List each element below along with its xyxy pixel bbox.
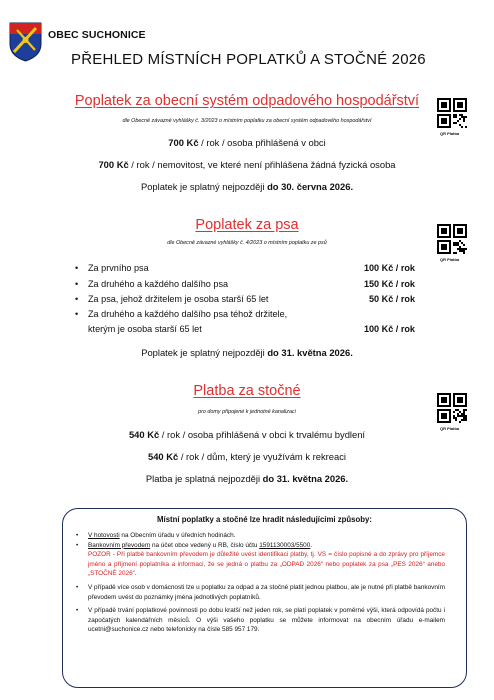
sewage-section-title: Platba za stočné	[193, 383, 301, 399]
cash-payment-text: na Obecním úřadu v úředních hodinách.	[119, 532, 236, 539]
payment-methods-list	[73, 531, 445, 639]
dog-fee-item-text: Za druhého a každého dalšího psa	[88, 279, 229, 289]
bank-transfer-text: na účet obce vedený u RB, číslo účtu	[150, 541, 260, 549]
list-item	[73, 606, 445, 635]
dog-section-title: Poplatek za psa	[195, 217, 299, 233]
sewage-qr-code-icon[interactable]	[437, 393, 467, 423]
list-item	[73, 531, 445, 541]
dog-fee-item-text: Za druhého a každého dalšího psa téhož držitele, kterým je osoba starší 65 let	[88, 309, 288, 334]
waste-fee-property-text: / rok / nemovitost, ve které není přihlášena žádná fyzická osoba	[128, 159, 396, 170]
dog-fee-item-price: 150 Kč / rok	[363, 279, 415, 289]
sewage-due-deadline: do 31. května 2026.	[262, 473, 349, 484]
waste-qr-code-icon[interactable]	[437, 98, 467, 128]
document-title: PŘEHLED MÍSTNÍCH POPLATKŮ A STOČNÉ 2026	[71, 51, 426, 68]
bullet: •	[75, 263, 79, 273]
bullet: •	[75, 294, 79, 304]
waste-fee-person-amount: 700 Kč	[168, 137, 199, 148]
sewage-note: pro domy připojené k jednotné kanalizaci	[198, 409, 296, 415]
dog-fee-item-price: 100 Kč / rok	[363, 263, 415, 273]
waste-section-title: Poplatek za obecní systém odpadového hospodářství	[74, 93, 420, 109]
payment-warning: POZOR - Při platbě bankovním převodem je důležité uvést identifikaci platby, tj. VS = číslo popisné a do zprávy pro příjemce jméno a příjmení poplatníka a informaci, že se jedná o platbu za „ODPAD 2026“ nebo poplatek za psa „PES 2026“ anebo „STOČNÉ 2026“.	[88, 551, 445, 578]
sewage-fee-person-text: / rok / osoba přihlášená v obci k trvalému bydlení	[159, 429, 366, 440]
bullet: •	[75, 279, 79, 289]
sewage-fee-house-amount: 540 Kč	[148, 451, 179, 462]
payment-methods-box	[62, 508, 467, 688]
waste-qr-label: QR Platba	[440, 131, 460, 136]
dog-fee-item-price: 100 Kč / rok	[363, 324, 415, 334]
town-name: OBEC SUCHONICE	[48, 29, 146, 41]
bullet: •	[76, 541, 79, 549]
dog-qr-code-icon[interactable]	[437, 224, 467, 254]
cash-payment-label: V hotovosti	[88, 532, 120, 539]
waste-due-date	[0, 181, 494, 192]
waste-legal-note: dle Obecně závazné vyhlášky č. 3/2023 o místním poplatku za obecní systém odpadového hospodářství	[122, 118, 372, 124]
dog-fee-item	[75, 307, 415, 337]
payment-methods-title: Místní poplatky a stočné lze hradit následujícími způsoby:	[157, 515, 372, 524]
bank-transfer-end: .	[310, 541, 313, 549]
bank-transfer-label: Bankovním převodem	[88, 541, 151, 549]
sewage-fee-house	[0, 451, 494, 462]
dog-fee-item-price: 50 Kč / rok	[369, 294, 415, 304]
dog-legal-note: dle Obecně závazné vyhlášky č. 4/2023 o místním poplatku ze psů	[167, 240, 327, 246]
household-payment-text: V případě více osob v domácnosti lze u poplatku za odpad a za stočné platit jednou platbou, ale je nutné při platbě bankovním převodem uvést do poznámky jména jednotlivých poplatníků.	[88, 583, 445, 601]
waste-fee-person	[0, 137, 494, 148]
sewage-fee-person-amount: 540 Kč	[128, 429, 160, 440]
sewage-qr-label: QR Platba	[440, 426, 460, 431]
bullet: •	[76, 583, 79, 591]
bullet: •	[75, 309, 79, 319]
partial-year-text: V případě trvání poplatkové povinnosti po dobu kratší než jeden rok, se platí poplatek v poměrné výši, která odpovídá počtu i započatých kalendářních měsíců. O výši vašeho poplatku se můžete informovat na obecním úřadu e-mailem ucetni@suchonice.cz nebo telefonicky na čísle 585 957 179.	[88, 607, 445, 634]
dog-due-prefix: Poplatek je splatný nejpozději	[141, 347, 268, 358]
bullet: •	[76, 607, 79, 615]
waste-due-deadline: do 30. června 2026.	[267, 181, 354, 192]
list-item	[73, 583, 445, 602]
waste-fee-person-text: / rok / osoba přihlášená v obci	[198, 137, 326, 148]
dog-fee-item-text: Za psa, jehož držitelem je osoba starší 65 let	[88, 294, 269, 304]
dog-due-date	[0, 347, 494, 358]
dog-fee-item-text: Za prvního psa	[88, 263, 149, 273]
list-item	[73, 541, 445, 551]
sewage-due-date	[0, 473, 494, 484]
waste-due-prefix: Poplatek je splatný nejpozději	[140, 181, 268, 192]
sewage-due-prefix: Platba je splatná nejpozději	[145, 473, 263, 484]
bullet: •	[76, 532, 79, 539]
sewage-fee-house-text: / rok / dům, který je využívám k rekreaci	[178, 451, 346, 462]
dog-due-deadline: do 31. května 2026.	[267, 347, 353, 358]
dog-qr-label: QR Platba	[440, 257, 460, 262]
waste-fee-property-amount: 700 Kč	[98, 159, 129, 170]
sewage-fee-person	[0, 429, 494, 440]
waste-fee-property	[0, 159, 494, 170]
bank-account-number: 1591130003/5500	[259, 541, 311, 549]
municipal-crest-logo	[9, 22, 42, 62]
